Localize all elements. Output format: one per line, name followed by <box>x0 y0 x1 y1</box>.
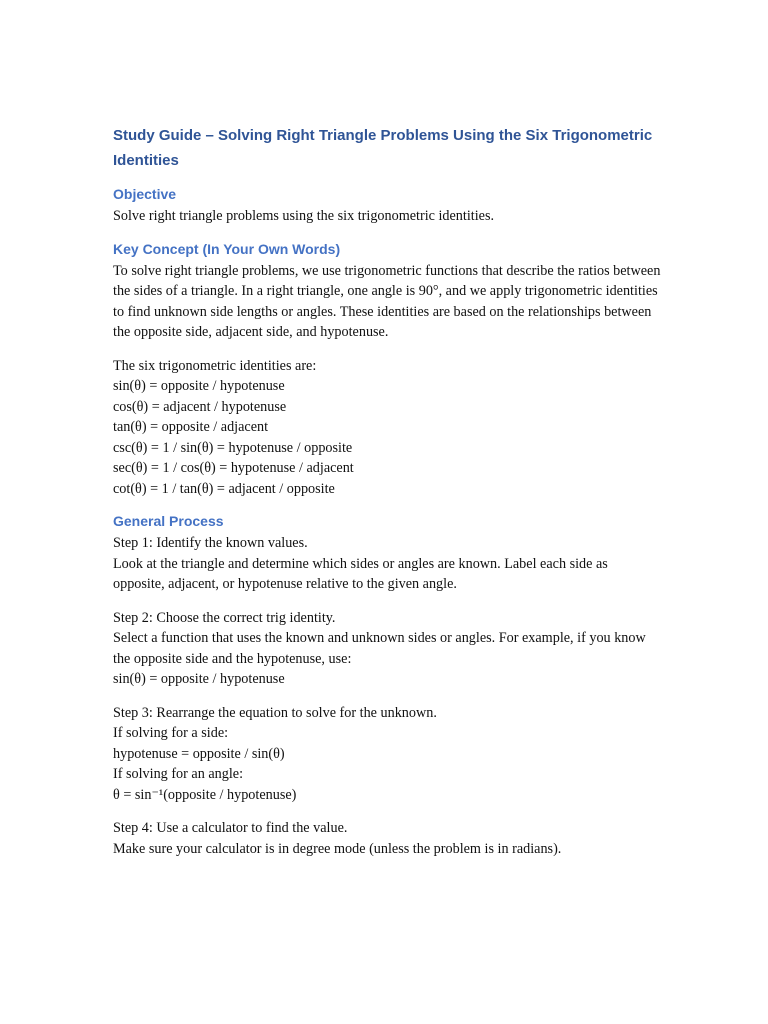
step-4-detail: Make sure your calculator is in degree mode (unless the problem is in radians). <box>113 840 562 857</box>
identity-sin: sin(θ) = opposite / hypotenuse <box>113 378 285 394</box>
identity-cos: cos(θ) = adjacent / hypotenuse <box>113 398 287 415</box>
key-concept-heading: Key Concept (In Your Own Words) <box>113 240 341 257</box>
objective-heading: Objective <box>113 186 177 202</box>
identities-intro: The six trigonometric identities are: <box>113 357 317 374</box>
document-title: Study Guide – Solving Right Triangle Problems Using the Six Trigonometric Identities <box>113 127 653 169</box>
objective-text: Solve right triangle problems using the six trigonometric identities. <box>113 208 495 224</box>
general-process-heading: General Process <box>113 513 224 529</box>
step-3-title: Step 3: Rearrange the equation to solve for the unknown. <box>113 704 437 721</box>
document-page <box>113 123 661 859</box>
step-2-title: Step 2: Choose the correct trig identity. <box>113 609 336 626</box>
step-1 <box>113 533 661 595</box>
step-3-side-label: If solving for a side: <box>113 725 229 741</box>
step-3-angle-formula: θ = sin⁻¹(opposite / hypotenuse) <box>113 786 297 803</box>
step-2-formula: sin(θ) = opposite / hypotenuse <box>113 671 285 687</box>
step-2-detail: Select a function that uses the known and unknown sides or angles. For example, if you know the opposite side and the hypotenuse, use: <box>113 630 646 667</box>
step-1-detail: Look at the triangle and determine which sides or angles are known. Label each side as opposite, adjacent, or hypotenuse relative to the given angle. <box>113 555 608 592</box>
identity-sec: sec(θ) = 1 / cos(θ) = hypotenuse / adjacent <box>113 460 354 476</box>
identity-csc: csc(θ) = 1 / sin(θ) = hypotenuse / opposite <box>113 439 353 456</box>
identity-cot: cot(θ) = 1 / tan(θ) = adjacent / opposite <box>113 480 335 497</box>
identities-block <box>113 356 661 500</box>
step-4-title: Step 4: Use a calculator to find the value. <box>113 820 348 836</box>
step-1-title: Step 1: Identify the known values. <box>113 535 308 551</box>
step-3-angle-label: If solving for an angle: <box>113 766 244 782</box>
step-3 <box>113 703 661 806</box>
key-concept-paragraph: To solve right triangle problems, we use trigonometric functions that describe the ratios between the sides of a triangle. In a right triangle, one angle is 90°, and we apply trigonometric identities to find unknown side lengths or angles. These identities are based on the relationships between the opposite side, adjacent side, and hypotenuse. <box>113 262 661 340</box>
step-3-side-formula: hypotenuse = opposite / sin(θ) <box>113 745 285 762</box>
step-4 <box>113 818 661 859</box>
identity-tan: tan(θ) = opposite / adjacent <box>113 419 269 435</box>
step-2 <box>113 608 661 690</box>
